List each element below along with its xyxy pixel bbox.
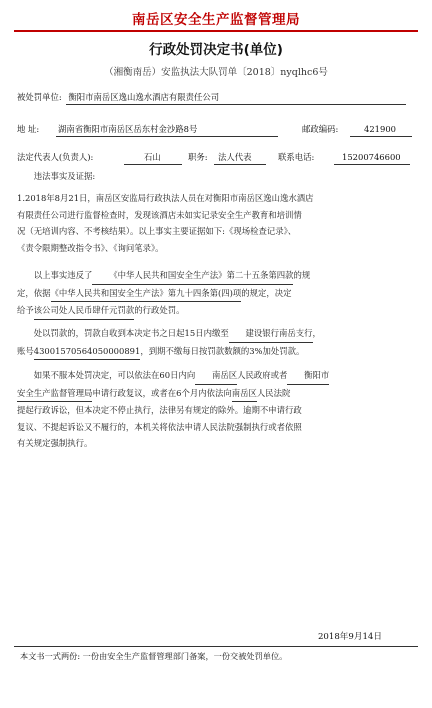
address-value: 湖南省衡阳市南岳区岳东村金沙路8号: [58, 124, 198, 134]
position-underline: [214, 164, 266, 165]
violation-paragraph: [17, 267, 417, 320]
violation-text-4: 的规定，决定: [241, 287, 292, 298]
representative-label: 法定代表人(负责人):: [17, 152, 94, 162]
violation-text-6: 的行政处罚。: [134, 305, 185, 316]
representative-name: 石山: [144, 152, 161, 162]
payment-line-1: [17, 325, 417, 343]
party-label: 被处罚单位:: [17, 92, 62, 102]
payment-text-3: 账号: [17, 345, 34, 356]
payment-account: 43001570564050000891: [34, 343, 141, 361]
postcode-value: 421900: [364, 124, 396, 134]
appeal-text-2: 人民政府或者: [237, 370, 288, 380]
violation-line-2: [17, 285, 417, 303]
penalty-basis-law: 《中华人民共和国安全生产法》第九十四条第(四)项: [51, 285, 242, 303]
position-label: 职务:: [188, 152, 208, 162]
appeal-government: 南岳区: [195, 367, 237, 385]
facts-paragraph: [17, 190, 417, 256]
appeal-line-3: 提起行政诉讼，但本决定不停止执行，法律另有规定的除外。逾期不申请行政: [17, 405, 302, 416]
facts-line-4: 《责令限期整改指令书》、《询问笔录》。: [17, 242, 164, 253]
address-underline: [56, 136, 278, 137]
violation-text-2: 的规: [293, 270, 311, 280]
footer-rule: [14, 646, 418, 647]
header-red-rule: [14, 30, 418, 32]
appeal-line-2: [17, 385, 417, 403]
party-row: [17, 91, 219, 103]
appeal-text-3: 申请行政复议，或者在6个月内依法向: [92, 387, 232, 398]
appeal-paragraph: [17, 367, 417, 452]
violation-text-5: 给予: [17, 305, 34, 316]
postcode-label: 邮政编码:: [302, 124, 339, 134]
facts-line-2: 有限责任公司进行监督检查时，发现该酒店未如实记录安全生产教育和培训情: [17, 209, 302, 220]
postcode-underline: [350, 136, 412, 137]
facts-line-1: 1.2018年8月21日，南岳区安监局行政执法人员在对衡阳市南岳区逸山逸水酒店: [17, 193, 314, 203]
issue-date: 2018年9月14日: [317, 632, 382, 642]
violated-law: 《中华人民共和国安全生产法》第二十五条第四款: [92, 267, 293, 285]
representative-underline: [124, 164, 182, 165]
appeal-department-city: 衡阳市: [287, 367, 329, 385]
address-label: 地 址:: [17, 124, 40, 134]
payment-text-1: 处以罚款的，罚款自收到本决定书之日起15日内缴至: [33, 328, 229, 338]
position-value: 法人代表: [218, 152, 252, 162]
agency-header: 南岳区安全生产监督管理局: [132, 12, 300, 28]
appeal-line-4: 复议、不提起诉讼又不履行的，本机关将依法申请人民法院强制执行或者依照: [17, 421, 302, 432]
facts-heading: 违法事实及证据:: [33, 171, 96, 181]
phone-label: 联系电话:: [278, 152, 315, 162]
violation-text-3: 定，依据: [17, 287, 51, 298]
payment-text-4: ，到期不缴每日按罚款数额的3%加处罚款。: [140, 345, 305, 356]
appeal-line-1: [17, 367, 417, 385]
appeal-court: 南岳区: [232, 385, 257, 403]
phone-underline: [334, 164, 410, 165]
document-number: （湘衡南岳）安监执法大队罚单〔2018〕nyqlhc6号: [104, 67, 328, 78]
violation-line-3: [17, 302, 417, 320]
phone-value: 15200746600: [342, 152, 401, 162]
appeal-text-1: 如果不服本处罚决定，可以依法在60日内向: [33, 370, 196, 380]
payment-text-2: ，: [312, 328, 321, 338]
violation-line-1: [17, 267, 417, 285]
penalty-amount: 该公司处人民币肆仟元罚款: [34, 302, 135, 320]
party-underline: [66, 104, 406, 105]
appeal-line-5: 有关规定强制执行。: [17, 438, 93, 449]
facts-line-3: 况（无培训内容、不考核结果）。以上事实主要证据如下:《现场检查记录》、: [17, 226, 297, 237]
appeal-text-4: 人民法院: [256, 387, 291, 398]
payment-bank: 建设银行南岳支行: [229, 325, 313, 343]
party-name: 衡阳市南岳区逸山逸水酒店有限责任公司: [68, 92, 220, 102]
payment-paragraph: [17, 325, 417, 360]
violation-text-1: 以上事实违反了: [33, 270, 93, 280]
appeal-department: 安全生产监督管理局: [17, 385, 92, 403]
footer-note: 本文书一式两份: 一份由安全生产监督管理部门备案，一份交被处罚单位。: [20, 651, 288, 661]
payment-line-2: [17, 343, 417, 361]
document-title: 行政处罚决定书(单位): [149, 42, 283, 58]
